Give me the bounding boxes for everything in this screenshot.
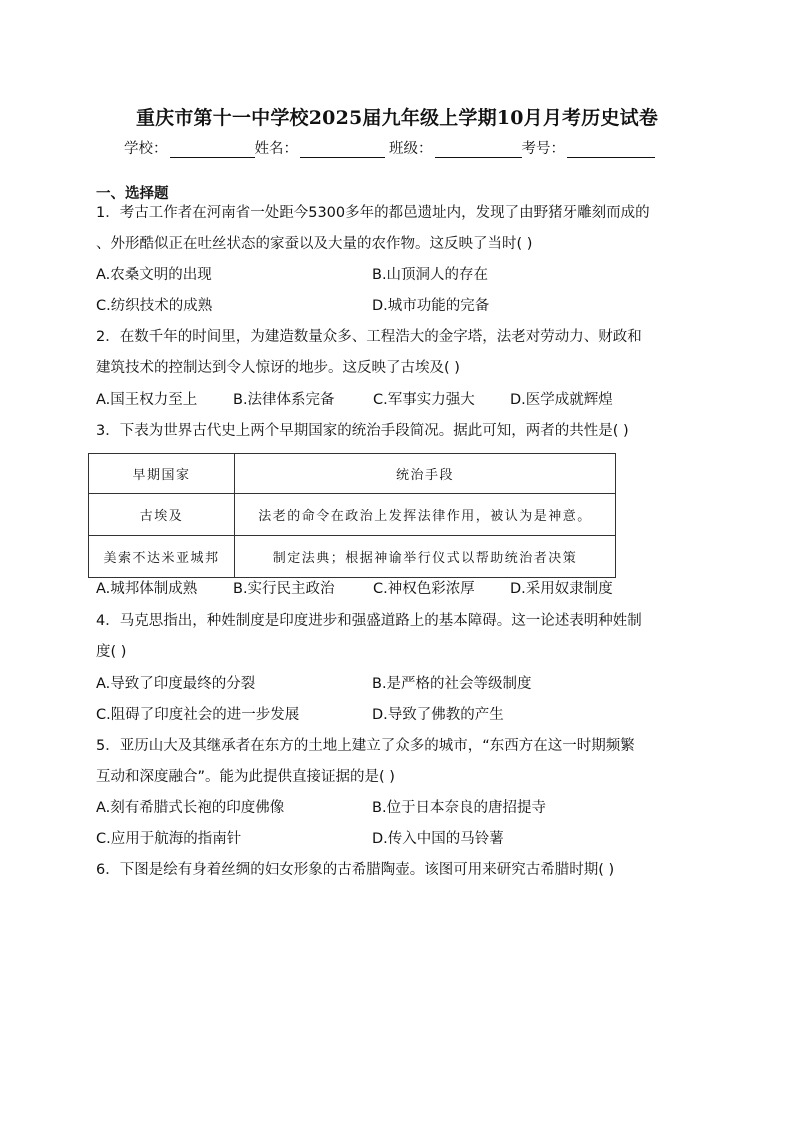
question-4-line-1: 4．马克思指出，种姓制度是印度进步和强盛道路上的基本障碍。这一论述表明种姓制 <box>96 613 642 629</box>
comparison-table <box>88 453 616 578</box>
question-2-options-row <box>96 385 706 416</box>
table-cell: 制定法典；根据神谕举行仪式以帮助统治者决策 <box>235 536 616 578</box>
class-label: 班级： <box>389 141 433 157</box>
question-6 <box>96 855 700 886</box>
question-1-option-a[interactable]: A.农桑文明的出现 <box>96 267 212 283</box>
question-4-option-d[interactable]: D.导致了佛教的产生 <box>372 707 504 723</box>
question-4-options-row-2 <box>96 700 706 731</box>
question-3-options-row <box>96 574 706 605</box>
question-4 <box>96 606 700 668</box>
question-1-option-d[interactable]: D.城市功能的完备 <box>372 298 490 314</box>
table-header-cell: 早期国家 <box>89 454 235 494</box>
question-2-option-d[interactable]: D.医学成就辉煌 <box>510 392 613 408</box>
question-4-options-row-1 <box>96 669 706 700</box>
question-2-option-a[interactable]: A.国王权力至上 <box>96 392 198 408</box>
question-2-option-b[interactable]: B.法律体系完备 <box>233 392 335 408</box>
question-4-option-c[interactable]: C.阻碍了印度社会的进一步发展 <box>96 707 300 723</box>
question-3-line-1: 3．下表为世界古代史上两个早期国家的统治手段简况。据此可知，两者的共性是( ) <box>96 423 629 439</box>
table-cell: 美索不达米亚城邦 <box>89 536 235 578</box>
question-4-option-a[interactable]: A.导致了印度最终的分裂 <box>96 676 256 692</box>
question-5 <box>96 731 700 793</box>
question-3-option-d[interactable]: D.采用奴隶制度 <box>510 581 613 597</box>
table-header-cell: 统治手段 <box>235 454 616 494</box>
question-1-line-1: 1．考古工作者在河南省一处距今5300多年的都邑遗址内，发现了由野猪牙雕刻而成的 <box>96 205 650 221</box>
question-5-line-2: 互动和深度融合”。能为此提供直接证据的是( ) <box>96 769 395 785</box>
question-5-option-b[interactable]: B.位于日本奈良的唐招提寺 <box>372 800 547 816</box>
class-blank[interactable] <box>435 143 522 158</box>
question-3-option-b[interactable]: B.实行民主政治 <box>233 581 335 597</box>
number-blank[interactable] <box>567 143 655 158</box>
question-1-option-b[interactable]: B.山顶洞人的存在 <box>372 267 489 283</box>
question-6-line-1: 6．下图是绘有身着丝绸的妇女形象的古希腊陶壶。该图可用来研究古希腊时期( ) <box>96 862 615 878</box>
name-label: 姓名： <box>254 141 298 157</box>
question-2-line-1: 2．在数千年的时间里，为建造数量众多、工程浩大的金字塔，法老对劳动力、财政和 <box>96 329 642 345</box>
question-3-option-c[interactable]: C.神权色彩浓厚 <box>373 581 475 597</box>
question-2 <box>96 322 700 384</box>
table-cell: 古埃及 <box>89 494 235 536</box>
table-header-row <box>89 454 616 494</box>
school-blank[interactable] <box>170 143 255 158</box>
table-row <box>89 494 616 536</box>
exam-title: 重庆市第十一中学校2025届九年级上学期10月月考历史试卷 <box>135 107 659 129</box>
section-title: 一、选择题 <box>96 186 169 202</box>
school-label: 学校： <box>124 141 168 157</box>
question-1-line-2: 、外形酷似正在吐丝状态的家蚕以及大量的农作物。这反映了当时( ) <box>96 236 533 252</box>
question-5-options-row-2 <box>96 824 706 855</box>
name-blank[interactable] <box>300 143 385 158</box>
question-1-options-row-2 <box>96 291 706 322</box>
question-1-option-c[interactable]: C.纺织技术的成熟 <box>96 298 213 314</box>
question-5-option-d[interactable]: D.传入中国的马铃薯 <box>372 831 504 847</box>
question-3 <box>96 416 700 447</box>
question-5-option-c[interactable]: C.应用于航海的指南针 <box>96 831 242 847</box>
table-row <box>89 536 616 578</box>
question-1 <box>96 198 700 260</box>
question-5-option-a[interactable]: A.刻有希腊式长袍的印度佛像 <box>96 800 285 816</box>
question-5-options-row-1 <box>96 793 706 824</box>
question-2-line-2: 建筑技术的控制达到令人惊讶的地步。这反映了古埃及( ) <box>96 360 460 376</box>
question-4-option-b[interactable]: B.是严格的社会等级制度 <box>372 676 532 692</box>
question-2-option-c[interactable]: C.军事实力强大 <box>373 392 475 408</box>
question-3-option-a[interactable]: A.城邦体制成熟 <box>96 581 198 597</box>
student-info-line <box>124 137 684 158</box>
table-cell: 法老的命令在政治上发挥法律作用，被认为是神意。 <box>235 494 616 536</box>
number-label: 考号： <box>521 141 565 157</box>
question-4-line-2: 度( ) <box>96 644 127 660</box>
question-5-line-1: 5．亚历山大及其继承者在东方的土地上建立了众多的城市，“东西方在这一时期频繁 <box>96 738 635 754</box>
question-1-options-row-1 <box>96 260 706 291</box>
